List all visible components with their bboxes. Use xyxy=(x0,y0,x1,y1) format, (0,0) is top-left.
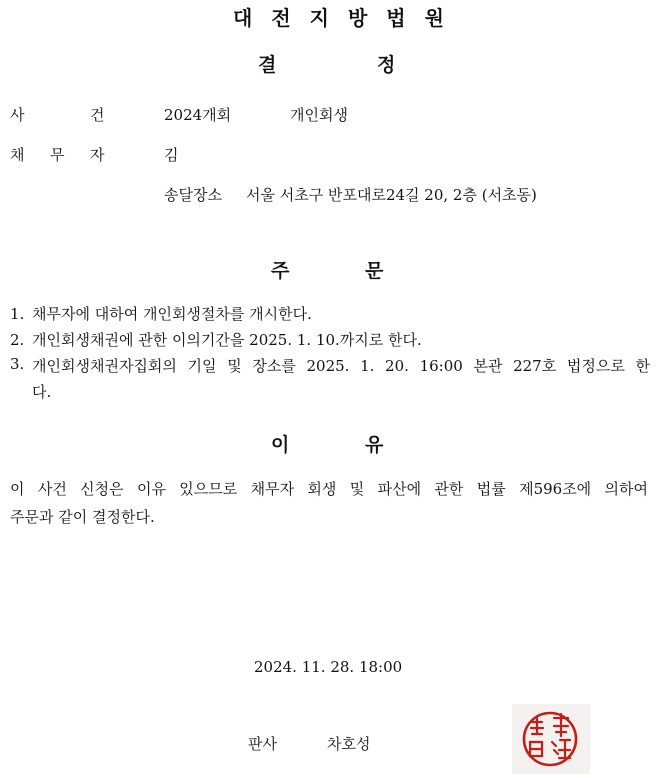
order-item xyxy=(10,303,650,324)
court-seal-icon xyxy=(512,704,590,774)
debtor-name: 김 xyxy=(164,146,179,164)
order-item-number: 3. xyxy=(10,355,25,373)
decision-date: 2024. 11. 28. 18:00 xyxy=(254,658,403,676)
reason-text-line2: 주문과 같이 결정한다. xyxy=(10,508,155,526)
delivery-label: 송달장소 xyxy=(164,186,222,204)
reason-text-line1: 이 사건 신청은 이유 있으므로 채무자 회생 및 파산에 관한 법률 제596조에 의하여 xyxy=(10,480,648,498)
order-heading-second: 문 xyxy=(365,260,384,282)
order-item-number: 2. xyxy=(10,331,25,349)
order-item-text: 개인회생채권에 관한 이의기간을 2025. 1. 10.까지로 한다. xyxy=(32,331,422,349)
case-label-second: 건 xyxy=(90,106,105,124)
order-item-text: 채무자에 대하여 개인회생절차를 개시한다. xyxy=(32,305,312,323)
doc-title-first: 결 xyxy=(258,54,277,76)
debtor-label-first: 채 xyxy=(10,146,25,164)
order-heading-first: 주 xyxy=(271,260,290,282)
case-number: 2024개회 xyxy=(164,106,232,124)
order-item-number: 1. xyxy=(10,305,25,323)
order-item xyxy=(10,329,650,350)
order-item-text-line1: 개인회생채권자집회의 기일 및 장소를 2025. 1. 20. 16:00 본관 227호 법정으로 한 xyxy=(32,357,650,375)
reason-heading-second: 유 xyxy=(365,434,384,456)
judge-title: 판사 xyxy=(248,735,277,753)
debtor-label-second: 무 xyxy=(50,146,65,164)
court-name: 대전지방법원 xyxy=(233,6,463,30)
doc-title-second: 정 xyxy=(377,54,396,76)
case-type: 개인회생 xyxy=(290,106,348,124)
order-item-text-line2: 다. xyxy=(32,383,52,401)
delivery-address: 서울 서초구 반포대로24길 20, 2층 (서초동) xyxy=(246,186,537,204)
case-label-first: 사 xyxy=(10,106,25,124)
debtor-label-third: 자 xyxy=(90,146,105,164)
judge-name: 차호성 xyxy=(327,735,371,753)
reason-heading-first: 이 xyxy=(271,434,290,456)
order-item xyxy=(10,355,650,376)
